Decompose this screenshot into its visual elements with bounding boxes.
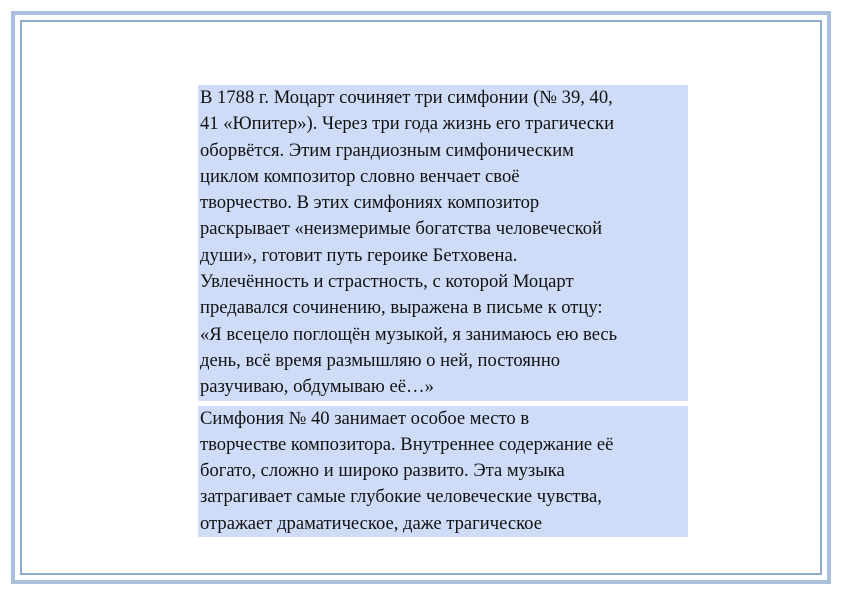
text-line: разучиваю, обдумываю её…»	[200, 376, 434, 398]
text-line: 41 «Юпитер»). Через три года жизнь его трагически	[200, 113, 615, 135]
text-line: оборвётся. Этим грандиозным симфоническим	[200, 139, 574, 161]
text-line: раскрывает «неизмеримые богатства человеческой	[200, 218, 603, 240]
text-line: творчестве композитора. Внутреннее содержание её	[200, 433, 614, 455]
text-box	[198, 85, 688, 537]
text-line: циклом композитор словно венчает своё	[200, 165, 520, 187]
text-line: творчество. В этих симфониях композитор	[200, 192, 540, 214]
text-line: души», готовит путь героике Бетховена.	[200, 244, 518, 266]
text-line: В 1788 г. Моцарт сочиняет три симфонии (№ 39, 40,	[200, 87, 613, 108]
text-line: день, всё время размышляю о ней, постоянно	[200, 349, 561, 371]
text-line: богато, сложно и широко развито. Эта музыка	[200, 460, 565, 482]
paragraph-mozart-symphonies	[198, 85, 688, 401]
text-line: «Я всецело поглощён музыкой, я занимаюсь ею весь	[200, 323, 618, 345]
paragraph-symphony-40	[198, 406, 688, 537]
text-line: затрагивает самые глубокие человеческие чувства,	[200, 486, 602, 508]
text-line: Симфония № 40 занимает особое место в	[200, 407, 530, 429]
text-line: предавался сочинению, выражена в письме к отцу:	[200, 297, 603, 319]
text-line: отражает драматическое, даже трагическое	[200, 512, 542, 534]
text-line: Увлечённость и страстность, с которой Моцарт	[200, 271, 574, 293]
